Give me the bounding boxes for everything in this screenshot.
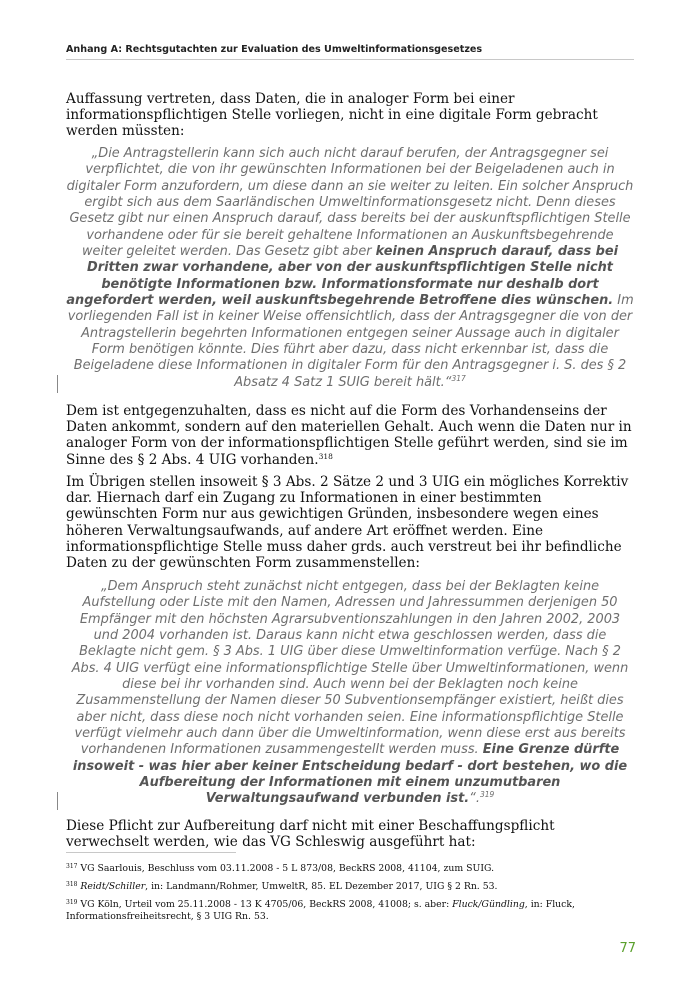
- quote-2-part-1: „Dem Anspruch steht zunächst nicht entgegen, dass bei der Beklagten keine Aufstellung oder Liste mit den Namen, Adressen und Jahressummen derjenigen 50 Empfänger mit den höchsten Agrarsubventionszahlungen in den Jahren 2002, 2003 und 2004 vorhanden ist. Daraus kann nicht etwa geschlossen werden, dass die Beklagte nicht gem. § 3 Abs. 1 UIG über diese Umweltinformation verfüge. Nach § 2 Abs. 4 UIG verfügt eine informationspflichtige Stelle über Umweltinformationen, wenn diese bei ihr vorhanden sind. Auch wenn bei der Beklagten noch keine Zusammenstellung der Namen dieser 50 Subventionsempfänger existiert, heißt dies aber nicht, dass diese noch nicht vorhanden seien. Eine informationspflichtige Stelle verfügt vielmehr auch dann über die Umweltinformation, wenn diese erst aus bereits vorhandenen Informationen zusammengestellt werden muss.: [71, 579, 629, 758]
- paragraph-counter: [66, 403, 634, 468]
- footnote-author: Reidt/Schiller: [80, 881, 146, 892]
- block-quote-2: [66, 579, 634, 808]
- footnote-317: [66, 863, 634, 875]
- paragraph-intro: [66, 91, 634, 140]
- footnote-body: , in: Landmann/Rohmer, UmweltR, 85. EL Dezember 2017, UIG § 2 Rn. 53.: [145, 881, 498, 892]
- footnote-number: 319: [66, 899, 78, 906]
- paragraph-korrektiv: [66, 474, 634, 571]
- quote-1-part-1: „Die Antragstellerin kann sich auch nicht darauf berufen, der Antragsgegner sei verpflichtet, die von ihr gewünschten Informationen bei der Beigeladenen auch in digitaler Form anzufordern, um diese dann an sie weiter zu leiten. Ein solcher Anspruch ergibt sich aus dem Saarländischen Umweltinformationsgesetz nicht. Denn dieses Gesetz gibt nur einen Anspruch darauf, dass bereits bei der auskunftspflichtigen Stelle vorhandene oder für sie bereit gehaltene Informationen an Auskunftsbegehrende weiter geleitet werden. Das Gesetz gibt aber: [66, 146, 634, 260]
- change-bar: [57, 792, 58, 810]
- footnote-317-text: [66, 863, 634, 875]
- paragraph-counter-text: [66, 403, 634, 468]
- footnote-319: [66, 899, 634, 923]
- footnote-ref-318[interactable]: 318: [318, 451, 333, 461]
- quote-1-emphasis: keinen Anspruch darauf, dass bei Dritten zwar vorhandene, aber von der auskunftspflichtigen Stelle nicht benötigte Informationen bzw. Informationsformate nur deshalb dort angefordert werden, weil auskunftsbegehrende Betroffene dies wünschen.: [66, 244, 619, 309]
- footnote-divider: [66, 852, 236, 853]
- footnote-body: VG Saarlouis, Beschluss vom 03.11.2008 - 5 L 873/08, BeckRS 2008, 41104, zum SUIG.: [80, 863, 495, 874]
- footnote-body-continued: , in: Fluck, Informationsfreiheitsrecht, § 3 UIG Rn. 53.: [66, 899, 575, 922]
- page-number: 77: [619, 941, 636, 956]
- block-quote-2-text: [66, 579, 634, 808]
- paragraph-korrektiv-text: Im Übrigen stellen insoweit § 3 Abs. 2 Sätze 2 und 3 UIG ein mögliches Korrektiv dar. Hiernach darf ein Zugang zu Informationen in einer bestimmten gewünschten Form nur aus gewichtigen Gründen, insbesondere wegen eines höheren Verwaltungsaufwands, auf andere Art eröffnet werden. Eine informationspflichtige Stelle muss daher grds. auch verstreut bei ihr befindliche Daten zu der gewünschten Form zusammenstellen:: [66, 474, 629, 572]
- footnote-ref-319[interactable]: 319: [479, 790, 495, 800]
- running-header: Anhang A: Rechtsgutachten zur Evaluation des Umweltinformationsgesetzes: [66, 44, 483, 55]
- block-quote-1-text: [66, 146, 634, 391]
- paragraph-counter-body: Dem ist entgegenzuhalten, dass es nicht auf die Form des Vorhandenseins der Daten ankommt, sondern auf den materiellen Gehalt. Auch wenn die Daten nur in analoger Form von der informationspflichtigen Stelle geführt werden, sind sie im Sinne des § 2 Abs. 4 UIG vorhanden.: [66, 403, 632, 468]
- footnote-author: Fluck/Gündling: [452, 899, 525, 910]
- footnote-ref-317[interactable]: 317: [451, 373, 466, 383]
- header-divider: [66, 59, 634, 60]
- footnote-319-text: [66, 899, 634, 923]
- paragraph-beschaffung-text: Diese Pflicht zur Aufbereitung darf nicht mit einer Beschaffungspflicht verwechselt werden, wie das VG Schleswig ausgeführt hat:: [66, 818, 555, 851]
- block-quote-1: [66, 146, 634, 391]
- quote-2-emphasis: Eine Grenze dürfte insoweit - was hier aber keiner Entscheidung bedarf - dort bestehen, wo die Aufbereitung der Informationen mit einem unzumutbaren Verwaltungsaufwand verbunden ist.: [72, 742, 628, 807]
- paragraph-intro-text: Auffassung vertreten, dass Daten, die in analoger Form bei einer informationspflichtigen Stelle vorliegen, nicht in eine digitale Form gebracht werden müssten:: [66, 91, 598, 140]
- footnote-number: 318: [66, 881, 78, 888]
- change-bar: [57, 375, 58, 393]
- quote-2-part-2: “.: [469, 791, 480, 807]
- footnote-318: [66, 881, 634, 893]
- footnote-number: 317: [66, 863, 78, 870]
- footnote-body: VG Köln, Urteil vom 25.11.2008 - 13 K 4705/06, BeckRS 2008, 41008; s. aber:: [80, 899, 453, 910]
- footnote-318-text: [66, 881, 634, 893]
- paragraph-beschaffung: [66, 818, 634, 850]
- quote-1-part-2: Im vorliegenden Fall ist in keiner Weise offensichtlich, dass der Antragsgegner die von der Antragstellerin begehrten Informationen entgegen seiner Aussage auch in digitaler Form benötigen könnte. Dies führt aber dazu, dass nicht erkennbar ist, dass die Beigeladene diese Informationen in digitaler Form für den Antragsgegner i. S. des § 2 Absatz 4 Satz 1 SUIG bereit hält.“: [67, 293, 634, 390]
